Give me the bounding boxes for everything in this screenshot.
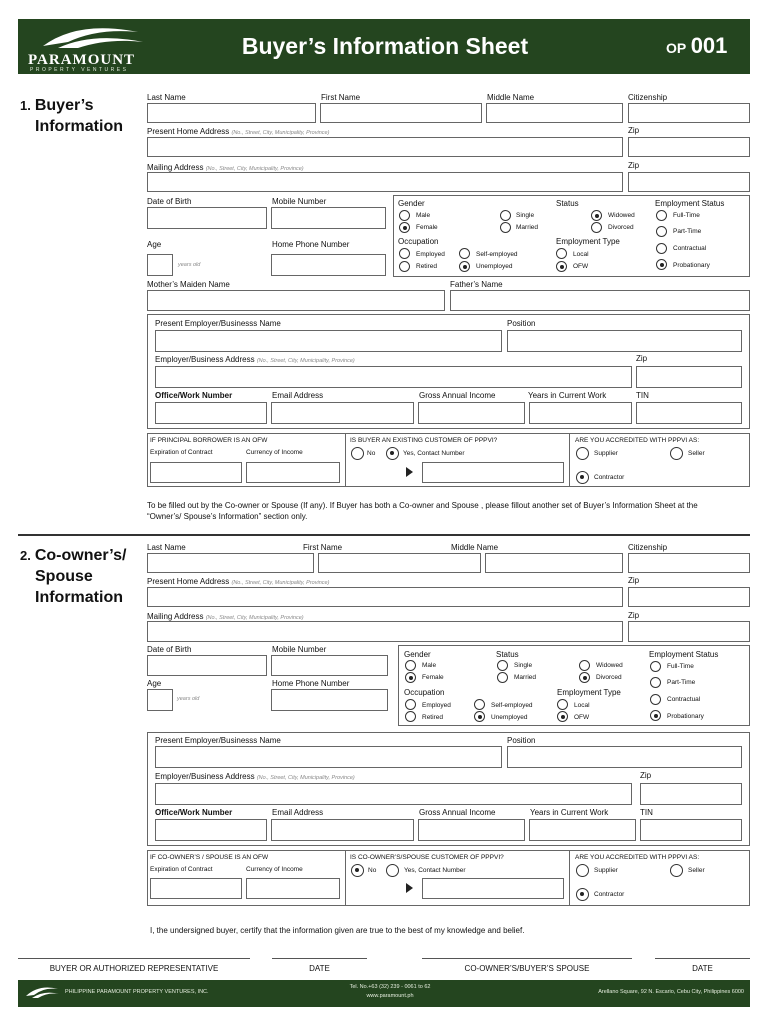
label-employer: Present Employer/Businesss Name (155, 736, 281, 745)
customer-no-radio[interactable] (351, 447, 364, 460)
employer-zip-input[interactable] (636, 366, 742, 388)
s2-supplier-radio[interactable] (576, 864, 589, 877)
s2-single-radio[interactable] (497, 660, 508, 671)
footer-tel: Tel. No.+63 (32) 239 - 0061 to 62 (349, 984, 431, 990)
present-zip-input[interactable] (628, 137, 750, 157)
ofw-question: IF CO-OWNER’S / SPOUSE IS AN OFW (150, 854, 269, 861)
retired-radio[interactable] (399, 261, 410, 272)
label-dob: Date of Birth (147, 197, 192, 206)
employed-radio[interactable] (399, 248, 410, 259)
s2-middle-name-input[interactable] (485, 553, 623, 573)
s2-employer-address-input[interactable] (155, 783, 632, 805)
label-mobile: Mobile Number (272, 197, 327, 206)
s2-home-phone-input[interactable] (271, 689, 388, 711)
tin-input[interactable] (636, 402, 742, 424)
label-office-number: Office/Work Number (155, 391, 233, 400)
yes-contact-label: Yes, Contact Number (403, 450, 465, 457)
label-office-number: Office/Work Number (155, 808, 233, 817)
label-middle-name: Middle Name (451, 543, 499, 552)
accredited-question: ARE YOU ACCREDITED WITH PPPVI AS: (575, 437, 700, 444)
label-email: Email Address (272, 808, 324, 817)
married-label: Married (514, 674, 537, 681)
s2-citizenship-input[interactable] (628, 553, 750, 573)
label-home-phone: Home Phone Number (272, 679, 350, 688)
s2-age-input[interactable] (147, 689, 173, 711)
home-phone-input[interactable] (271, 254, 386, 276)
label-emp-type: Employment Type (556, 237, 620, 246)
coowner-signature-label: CO-OWNER’S/BUYER’S SPOUSE (464, 964, 590, 973)
label-middle-name: Middle Name (487, 93, 535, 102)
divider (569, 433, 570, 487)
s2-last-name-input[interactable] (147, 553, 314, 573)
widowed-label: Widowed (596, 662, 623, 669)
accredited-question: ARE YOU ACCREDITED WITH PPPVI AS: (575, 854, 700, 861)
logo-subtitle: PROPERTY VENTURES (30, 67, 129, 73)
s2-probationary-radio[interactable] (650, 710, 661, 721)
customer-question: IS CO-OWNER’S/SPOUSE CUSTOMER OF PPPVI? (350, 854, 504, 861)
label-occupation: Occupation (398, 237, 439, 246)
s2-office-number-input[interactable] (155, 819, 267, 841)
divider (569, 850, 570, 906)
s2-present-zip-input[interactable] (628, 587, 750, 607)
label-last-name: Last Name (147, 93, 186, 102)
currency-input[interactable] (246, 462, 340, 483)
s2-position-input[interactable] (507, 746, 742, 768)
s2-gross-income-input[interactable] (418, 819, 525, 841)
s2-mobile-input[interactable] (271, 655, 388, 676)
customer-question: IS BUYER AN EXISTING CUSTOMER OF PPPVI? (350, 437, 498, 444)
unemployed-label: Unemployed (491, 714, 528, 721)
dob-input[interactable] (147, 207, 267, 229)
probationary-label: Probationary (673, 262, 710, 269)
label-emp-status: Employment Status (655, 199, 725, 208)
s2-part-time-radio[interactable] (650, 677, 661, 688)
s2-contractual-radio[interactable] (650, 694, 661, 705)
buyer-signature-label: BUYER OR AUTHORIZED REPRESENTATIVE (49, 964, 219, 973)
s2-divorced-radio[interactable] (579, 672, 590, 683)
s2-male-radio[interactable] (405, 660, 416, 671)
married-radio[interactable] (500, 222, 511, 233)
s2-married-radio[interactable] (497, 672, 508, 683)
label-mailing-address: Mailing Address (No., Street, City, Municipality, Province) (147, 612, 304, 621)
footer-company: PHILIPPINE PARAMOUNT PROPERTY VENTURES, INC. (65, 989, 209, 995)
s2-full-time-radio[interactable] (650, 661, 661, 672)
ofw-question: IF PRINCIPAL BORROWER IS AN OFW (150, 437, 268, 444)
label-dob: Date of Birth (147, 645, 192, 654)
label-mobile: Mobile Number (272, 645, 327, 654)
divorced-label: Divorced (608, 224, 634, 231)
page-title: Buyer’s Information Sheet (241, 33, 529, 59)
label-tin: TIN (636, 391, 649, 400)
office-number-input[interactable] (155, 402, 267, 424)
label-zip: Zip (628, 126, 640, 135)
label-father: Father’s Name (450, 280, 503, 289)
label-status: Status (496, 650, 519, 659)
ofw-radio[interactable] (556, 261, 567, 272)
s2-contact-number-input[interactable] (422, 878, 564, 899)
supplier-label: Supplier (594, 450, 618, 457)
local-label: Local (573, 251, 589, 258)
footer-address: Arellano Square, 92 N. Escario, Cebu City, Philippines 6000 (598, 989, 744, 995)
part-time-radio[interactable] (656, 226, 667, 237)
probationary-label: Probationary (667, 713, 704, 720)
customer-yes-radio[interactable] (386, 447, 399, 460)
male-label: Male (422, 662, 437, 669)
local-radio[interactable] (556, 248, 567, 259)
employer-input[interactable] (155, 330, 502, 352)
retired-label: Retired (416, 263, 437, 270)
label-first-name: First Name (303, 543, 343, 552)
contractor-radio[interactable] (576, 471, 589, 484)
widowed-label: Widowed (608, 212, 635, 219)
label-citizenship: Citizenship (628, 93, 668, 102)
form-code-prefix: OP (666, 40, 687, 56)
label-years-current: Years in Current Work (528, 391, 607, 400)
employed-label: Employed (416, 251, 445, 258)
father-input[interactable] (450, 290, 750, 311)
local-label: Local (574, 702, 590, 709)
email-input[interactable] (271, 402, 414, 424)
label-gross-income: Gross Annual Income (419, 808, 496, 817)
supplier-radio[interactable] (576, 447, 589, 460)
label-home-phone: Home Phone Number (272, 240, 350, 249)
label-position: Position (507, 736, 536, 745)
ofw-label: OFW (573, 263, 589, 270)
signature-line (422, 958, 632, 959)
label-emp-type: Employment Type (557, 688, 621, 697)
label-currency: Currency of Income (246, 449, 303, 456)
section-divider (18, 534, 750, 536)
footer-web: www.paramount.ph (366, 993, 414, 999)
label-zip: Zip (628, 576, 640, 585)
label-employer-address: Employer/Business Address (No., Street, City, Municipality, Province) (155, 355, 355, 364)
self-employed-radio[interactable] (459, 248, 470, 259)
male-label: Male (416, 212, 431, 219)
label-citizenship: Citizenship (628, 543, 668, 552)
s2-local-radio[interactable] (557, 699, 568, 710)
label-zip: Zip (628, 611, 640, 620)
divider (345, 850, 346, 906)
divorced-radio[interactable] (591, 222, 602, 233)
label-years-current: Years in Current Work (530, 808, 609, 817)
s2-tin-input[interactable] (640, 819, 742, 841)
label-mailing-address: Mailing Address (No., Street, City, Municipality, Province) (147, 163, 304, 172)
mailing-address-input[interactable] (147, 172, 623, 192)
s2-retired-radio[interactable] (405, 711, 416, 722)
self-employed-label: Self-employed (491, 702, 533, 709)
label-expiration: Expiration of Contract (150, 449, 213, 456)
no-label: No (368, 867, 377, 874)
label-emp-status: Employment Status (649, 650, 719, 659)
employer-address-input[interactable] (155, 366, 632, 388)
contractor-label: Contractor (594, 474, 625, 481)
s2-seller-radio[interactable] (670, 864, 683, 877)
s2-employer-zip-input[interactable] (640, 783, 742, 805)
first-name-input[interactable] (320, 103, 482, 123)
single-label: Single (514, 662, 533, 669)
female-radio[interactable] (399, 222, 410, 233)
years-old-hint: years old (178, 262, 201, 268)
label-mother: Mother’s Maiden Name (147, 280, 230, 289)
label-zip: Zip (628, 161, 640, 170)
retired-label: Retired (422, 714, 443, 721)
s2-contractor-radio[interactable] (576, 888, 589, 901)
female-label: Female (416, 224, 438, 231)
s2-ofw-radio[interactable] (557, 711, 568, 722)
label-tin: TIN (640, 808, 653, 817)
s2-dob-input[interactable] (147, 655, 267, 676)
divider (345, 433, 346, 487)
paramount-logo-small-icon (24, 984, 60, 1000)
gross-income-input[interactable] (418, 402, 525, 424)
last-name-input[interactable] (147, 103, 316, 123)
date-label: DATE (309, 964, 330, 973)
widowed-radio[interactable] (591, 210, 602, 221)
part-time-label: Part-Time (673, 228, 702, 235)
s2-years-current-input[interactable] (529, 819, 636, 841)
s2-customer-no-radio[interactable] (351, 864, 364, 877)
certification-text: I, the undersigned buyer, certify that the information given are true to the best of my knowledge and belief. (150, 926, 525, 935)
s2-employed-radio[interactable] (405, 699, 416, 710)
mother-input[interactable] (147, 290, 445, 311)
age-input[interactable] (147, 254, 173, 276)
female-label: Female (422, 674, 444, 681)
unemployed-label: Unemployed (476, 263, 513, 270)
present-address-input[interactable] (147, 137, 623, 157)
label-email: Email Address (272, 391, 324, 400)
contact-number-input[interactable] (422, 462, 564, 483)
label-employer-address: Employer/Business Address (No., Street, City, Municipality, Province) (155, 772, 355, 781)
label-last-name: Last Name (147, 543, 186, 552)
s2-self-employed-radio[interactable] (474, 699, 485, 710)
label-gender: Gender (398, 199, 425, 208)
mobile-input[interactable] (271, 207, 386, 229)
full-time-radio[interactable] (656, 210, 667, 221)
s2-unemployed-radio[interactable] (474, 711, 485, 722)
signature-line (272, 958, 367, 959)
section-2-title: 2. Co-owner’s/ Spouse Information (20, 547, 127, 606)
label-first-name: First Name (321, 93, 361, 102)
section-1-title: 1. Buyer’s Information (20, 97, 123, 135)
label-employer: Present Employer/Businesss Name (155, 319, 281, 328)
full-time-label: Full-Time (673, 212, 700, 219)
label-present-address: Present Home Address (No., Street, City, Municipality, Province) (147, 127, 330, 136)
s2-currency-input[interactable] (246, 878, 340, 899)
male-radio[interactable] (399, 210, 410, 221)
no-label: No (367, 450, 376, 457)
citizenship-input[interactable] (628, 103, 750, 123)
full-time-label: Full-Time (667, 663, 694, 670)
s2-employer-input[interactable] (155, 746, 502, 768)
divorced-label: Divorced (596, 674, 622, 681)
years-old-hint: years old (177, 696, 200, 702)
expiration-input[interactable] (150, 462, 242, 483)
label-gross-income: Gross Annual Income (419, 391, 496, 400)
form-code-number: 001 (690, 33, 728, 58)
arrow-right-icon (406, 883, 413, 893)
label-occupation: Occupation (404, 688, 445, 697)
form-code (666, 33, 727, 59)
logo-name: PARAMOUNT (28, 52, 136, 68)
s2-mailing-zip-input[interactable] (628, 621, 750, 642)
married-label: Married (516, 224, 539, 231)
self-employed-label: Self-employed (476, 251, 518, 258)
label-age: Age (147, 240, 162, 249)
unemployed-radio[interactable] (459, 261, 470, 272)
label-gender: Gender (404, 650, 431, 659)
label-age: Age (147, 679, 162, 688)
supplier-label: Supplier (594, 867, 618, 874)
contractor-label: Contractor (594, 891, 625, 898)
s2-female-radio[interactable] (405, 672, 416, 683)
arrow-right-icon (406, 467, 413, 477)
yes-contact-label: Yes, Contact Number (404, 867, 466, 874)
position-input[interactable] (507, 330, 742, 352)
probationary-radio[interactable] (656, 259, 667, 270)
label-expiration: Expiration of Contract (150, 866, 213, 873)
s2-mailing-address-input[interactable] (147, 621, 623, 642)
s2-email-input[interactable] (271, 819, 414, 841)
paramount-logo-icon (38, 22, 148, 52)
mailing-zip-input[interactable] (628, 172, 750, 192)
s2-widowed-radio[interactable] (579, 660, 590, 671)
single-radio[interactable] (500, 210, 511, 221)
contractual-label: Contractual (667, 696, 701, 703)
label-currency: Currency of Income (246, 866, 303, 873)
s2-present-address-input[interactable] (147, 587, 623, 607)
label-position: Position (507, 319, 536, 328)
contractual-label: Contractual (673, 245, 707, 252)
s2-expiration-input[interactable] (150, 878, 242, 899)
signature-line (18, 958, 250, 959)
middle-name-input[interactable] (486, 103, 623, 123)
seller-radio[interactable] (670, 447, 683, 460)
signature-line (655, 958, 750, 959)
employed-label: Employed (422, 702, 451, 709)
single-label: Single (516, 212, 535, 219)
s2-customer-yes-radio[interactable] (386, 864, 399, 877)
contractual-radio[interactable] (656, 243, 667, 254)
part-time-label: Part-Time (667, 679, 696, 686)
label-zip: Zip (640, 771, 652, 780)
label-present-address: Present Home Address (No., Street, City, Municipality, Province) (147, 577, 330, 586)
seller-label: Seller (688, 867, 705, 874)
years-current-input[interactable] (529, 402, 632, 424)
date-label: DATE (692, 964, 713, 973)
seller-label: Seller (688, 450, 705, 457)
label-status: Status (556, 199, 579, 208)
s2-first-name-input[interactable] (318, 553, 481, 573)
label-zip: Zip (636, 354, 648, 363)
ofw-label: OFW (574, 714, 590, 721)
coowner-note: To be filled out by the Co-owner or Spouse (If any). If Buyer has both a Co-owner and Spouse , please fillout another set of Buyer’s Information Sheet at the “Owner’s/ Spouse’s Information” section only. (147, 501, 698, 521)
